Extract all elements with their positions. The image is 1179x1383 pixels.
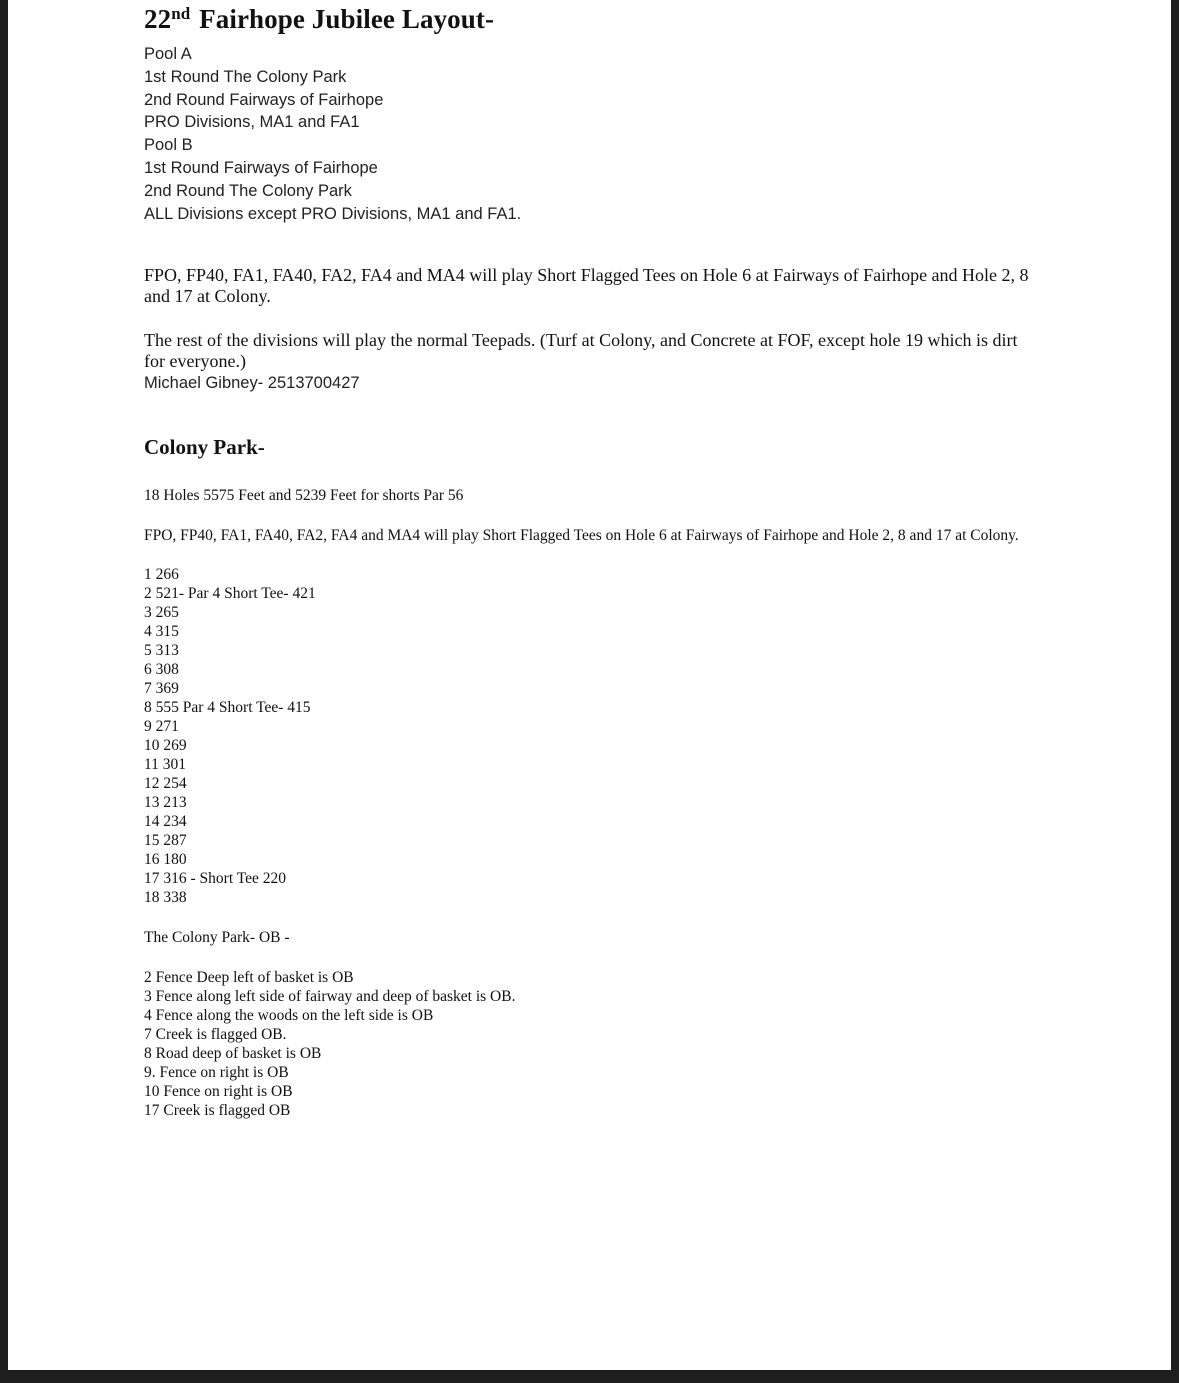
- ob-rule: 8 Road deep of basket is OB: [144, 1045, 322, 1063]
- pool-assignments: [144, 43, 1044, 225]
- hole-distance-list: [144, 565, 1044, 907]
- contact-line: Michael Gibney- 2513700427: [144, 374, 360, 393]
- document-content: [144, 0, 1044, 1120]
- hole-row: 17 316 - Short Tee 220: [144, 870, 286, 888]
- ob-rule: 17 Creek is flagged OB: [144, 1102, 291, 1120]
- ob-rule: 3 Fence along left side of fairway and deep of basket is OB.: [144, 988, 516, 1006]
- title-text: Fairhope Jubilee Layout-: [192, 4, 495, 34]
- ob-rule: 9. Fence on right is OB: [144, 1064, 289, 1082]
- colony-park-heading: Colony Park-: [144, 435, 265, 460]
- hole-row: 2 521- Par 4 Short Tee- 421: [144, 585, 316, 603]
- hole-row: 15 287: [144, 832, 187, 850]
- hole-row: 7 369: [144, 680, 179, 698]
- hole-row: 8 555 Par 4 Short Tee- 415: [144, 699, 311, 717]
- hole-row: 3 265: [144, 604, 179, 622]
- hole-row: 11 301: [144, 756, 187, 774]
- hole-row: 1 266: [144, 566, 179, 584]
- hole-row: 4 315: [144, 623, 179, 641]
- hole-row: 12 254: [144, 775, 187, 793]
- hole-row: 9 271: [144, 718, 179, 736]
- pool-line: 1st Round The Colony Park: [144, 67, 347, 86]
- hole-row: 6 308: [144, 661, 179, 679]
- pool-line: Pool A: [144, 45, 192, 63]
- pool-line: Pool B: [144, 136, 193, 155]
- hole-row: 14 234: [144, 813, 187, 831]
- pool-line: 2nd Round The Colony Park: [144, 181, 352, 200]
- title-number: 22: [144, 4, 172, 34]
- pool-line: 1st Round Fairways of Fairhope: [144, 158, 378, 177]
- teepads-paragraph: The rest of the divisions will play the normal Teepads. (Turf at Colony, and Concrete at FOF, except hole 19 which is dirt for everyone.): [144, 330, 1018, 372]
- pool-line: 2nd Round Fairways of Fairhope: [144, 90, 384, 109]
- course-summary: 18 Holes 5575 Feet and 5239 Feet for shorts Par 56: [144, 487, 464, 505]
- pool-line: ALL Divisions except PRO Divisions, MA1 and FA1.: [144, 204, 522, 223]
- ob-rule: 4 Fence along the woods on the left side is OB: [144, 1007, 434, 1025]
- document-title: [144, 0, 1044, 36]
- hole-row: 18 338: [144, 889, 187, 907]
- ob-rules-list: [144, 968, 1044, 1120]
- hole-row: 16 180: [144, 851, 187, 869]
- document-page: [8, 0, 1171, 1370]
- short-tees-paragraph: FPO, FP40, FA1, FA40, FA2, FA4 and MA4 will play Short Flagged Tees on Hole 6 at Fairways of Fairhope and Hole 2, 8 and 17 at Colony.: [144, 265, 1029, 307]
- hole-row: 10 269: [144, 737, 187, 755]
- ob-rule: 7 Creek is flagged OB.: [144, 1026, 287, 1044]
- ob-heading: The Colony Park- OB -: [144, 929, 290, 947]
- title-ordinal-suffix: nd: [171, 4, 191, 23]
- hole-row: 5 313: [144, 642, 179, 660]
- hole-row: 13 213: [144, 794, 187, 812]
- pool-line: PRO Divisions, MA1 and FA1: [144, 113, 360, 132]
- ob-rule: 2 Fence Deep left of basket is OB: [144, 969, 354, 987]
- colony-short-tees-paragraph: FPO, FP40, FA1, FA40, FA2, FA4 and MA4 will play Short Flagged Tees on Hole 6 at Fairways of Fairhope and Hole 2, 8 and 17 at Colony.: [144, 527, 1019, 545]
- ob-rule: 10 Fence on right is OB: [144, 1083, 293, 1101]
